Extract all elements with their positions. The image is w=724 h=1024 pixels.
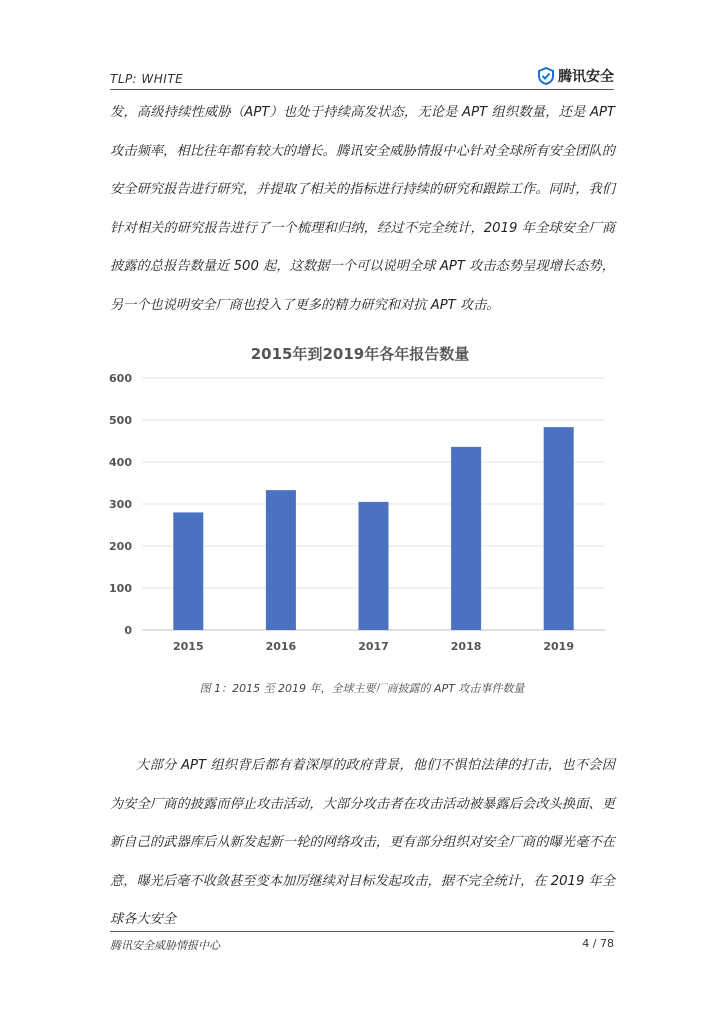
tlp-label: TLP: WHITE — [110, 72, 184, 86]
bar-2017 — [359, 502, 389, 630]
footer-org: 腾讯安全威胁情报中心 — [110, 939, 220, 952]
bar-chart — [100, 335, 620, 665]
y-tick-label: 400 — [109, 456, 132, 469]
x-tick-label: 2017 — [358, 640, 389, 653]
shield-check-icon — [538, 67, 554, 85]
footer-divider — [110, 931, 614, 932]
header-divider — [110, 89, 614, 90]
y-tick-label: 200 — [109, 540, 132, 553]
y-tick-label: 0 — [124, 624, 132, 637]
chart-svg — [100, 335, 620, 665]
y-tick-label: 100 — [109, 582, 132, 595]
x-tick-label: 2019 — [543, 640, 575, 653]
y-tick-label: 600 — [109, 372, 132, 385]
bar-2019 — [544, 427, 574, 630]
bar-2016 — [266, 490, 296, 630]
brand-name: 腾讯安全 — [558, 69, 614, 85]
y-tick-label: 500 — [109, 414, 132, 427]
x-tick-label: 2016 — [265, 640, 297, 653]
paragraph-body: 大部分 APT 组织背后都有着深厚的政府背景，他们不惧怕法律的打击，也不会因为安全厂商的披露而停止攻击活动，大部分攻击者在攻击活动被暴露后会改头换面、更新自己的武器库后从新发起新一轮的网络攻击，更有部分组织对安全厂商的曝光毫不在意，曝光后毫不收敛甚至变本加厉继续对目标发起攻击，据不完全统计，在 2019 年全球各大安全 — [110, 758, 615, 927]
x-tick-label: 2018 — [450, 640, 482, 653]
page-number: 4 / 78 — [582, 937, 614, 950]
y-tick-label: 300 — [109, 498, 132, 511]
bar-2015 — [173, 512, 203, 630]
paragraph-intro: 发，高级持续性威胁（APT）也处于持续高发状态，无论是 APT 组织数量，还是 APT 攻击频率，相比往年都有较大的增长。腾讯安全威胁情报中心针对全球所有安全团队的安全研究报告进行研究，并提取了相关的指标进行持续的研究和跟踪工作。同时，我们针对相关的研究报告进行了一个梳理和归纳，经过不完全统计，2019 年全球安全厂商披露的总报告数量近 500 起，这数据一个可以说明全球 APT 攻击态势呈现增长态势，另一个也说明安全厂商也投入了更多的精力研究和对抗 APT 攻击。 — [110, 105, 615, 313]
brand-logo — [538, 66, 614, 86]
chart-title: 2015年到2019年各年报告数量 — [250, 345, 470, 363]
x-tick-label: 2015 — [172, 640, 204, 653]
figure-caption: 图 1：2015 至 2019 年，全球主要厂商披露的 APT 攻击事件数量 — [199, 682, 525, 695]
bar-2018 — [451, 447, 481, 630]
